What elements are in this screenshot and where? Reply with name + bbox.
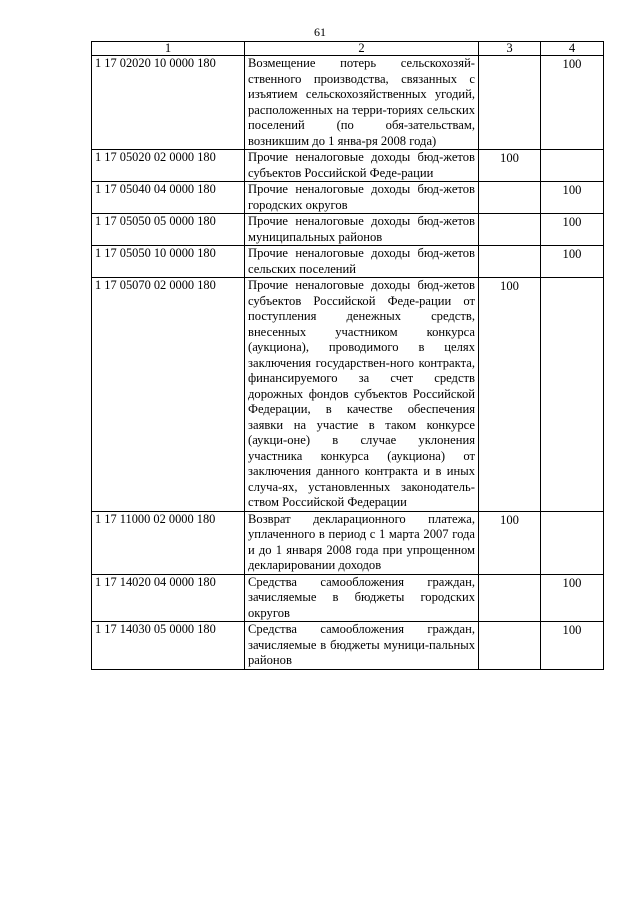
percent-column-4 [541, 246, 604, 278]
percent-value: 100 [562, 247, 582, 261]
income-description: Средства самообложения граждан, зачисляемые в бюджеты городских округов [245, 574, 479, 622]
column-header-2: 2 [245, 42, 479, 56]
table-row [92, 622, 604, 670]
percent-column-4 [541, 214, 604, 246]
table-row [92, 56, 604, 150]
percent-column-3 [479, 511, 541, 574]
percent-column-4 [541, 182, 604, 214]
percent-value: 100 [562, 57, 582, 71]
percent-column-4 [541, 150, 604, 182]
percent-column-4 [541, 511, 604, 574]
table-header-row [92, 42, 604, 56]
income-description: Средства самообложения граждан, зачисляемые в бюджеты муници-пальных районов [245, 622, 479, 670]
table-row [92, 246, 604, 278]
table-row [92, 214, 604, 246]
income-code: 1 17 05020 02 0000 180 [92, 150, 245, 182]
page-number: 61 [314, 25, 326, 39]
percent-column-3 [479, 214, 541, 246]
column-header-1: 1 [92, 42, 245, 56]
revenue-classification-table [91, 41, 604, 670]
percent-column-3 [479, 150, 541, 182]
income-code: 1 17 05070 02 0000 180 [92, 278, 245, 512]
percent-value: 100 [562, 215, 582, 229]
percent-column-3 [479, 622, 541, 670]
percent-value: 100 [500, 512, 519, 527]
percent-column-3 [479, 278, 541, 512]
income-code: 1 17 05050 05 0000 180 [92, 214, 245, 246]
income-description: Прочие неналоговые доходы бюд-жетов сельских поселений [245, 246, 479, 278]
percent-column-4 [541, 56, 604, 150]
percent-value: 100 [562, 183, 582, 197]
income-code: 1 17 05040 04 0000 180 [92, 182, 245, 214]
income-code: 1 17 14020 04 0000 180 [92, 574, 245, 622]
column-header-3: 3 [479, 42, 541, 56]
percent-column-4 [541, 622, 604, 670]
income-description: Прочие неналоговые доходы бюд-жетов городских округов [245, 182, 479, 214]
table-row [92, 182, 604, 214]
percent-column-4 [541, 574, 604, 622]
income-code: 1 17 05050 10 0000 180 [92, 246, 245, 278]
table-row [92, 278, 604, 512]
table-row [92, 574, 604, 622]
income-code: 1 17 11000 02 0000 180 [92, 511, 245, 574]
table-row [92, 511, 604, 574]
percent-value: 100 [562, 623, 582, 637]
income-description: Прочие неналоговые доходы бюд-жетов муниципальных районов [245, 214, 479, 246]
income-code: 1 17 02020 10 0000 180 [92, 56, 245, 150]
percent-value: 100 [500, 151, 519, 165]
percent-column-3 [479, 182, 541, 214]
percent-column-4 [541, 278, 604, 512]
percent-value: 100 [562, 575, 582, 590]
table-row [92, 150, 604, 182]
income-description: Возмещение потерь сельскохозяй-ственного производства, связанных с изъятием сельскохозяйственных угодий, расположенных на терри-ториях сельских поселений (по обя-зательствам, возникшим до 1 янва-ря 2008 года) [245, 56, 479, 150]
percent-column-3 [479, 246, 541, 278]
income-description: Прочие неналоговые доходы бюд-жетов субъектов Российской Феде-рации от поступления денежных средств, внесенных участником конкурса (аукциона), проводимого в целях заключения государствен-ного контракта, финансируемого за счет средств дорожных фондов субъектов Российской Федерации, в качестве обеспечения заявки на участие в таком конкурсе (аукци-оне) в случае уклонения участника конкурса (аукциона) от заключения данного контракта и в иных случа-ях, установленных законодатель-ством Российской Федерации [245, 278, 479, 512]
income-description: Возврат декларационного платежа, уплаченного в период с 1 марта 2007 года и до 1 января 2008 года при упрощенном декларировании доходов [245, 511, 479, 574]
column-header-4: 4 [541, 42, 604, 56]
income-description: Прочие неналоговые доходы бюд-жетов субъектов Российской Феде-рации [245, 150, 479, 182]
percent-value: 100 [500, 279, 519, 293]
income-code: 1 17 14030 05 0000 180 [92, 622, 245, 670]
percent-column-3 [479, 56, 541, 150]
percent-column-3 [479, 574, 541, 622]
